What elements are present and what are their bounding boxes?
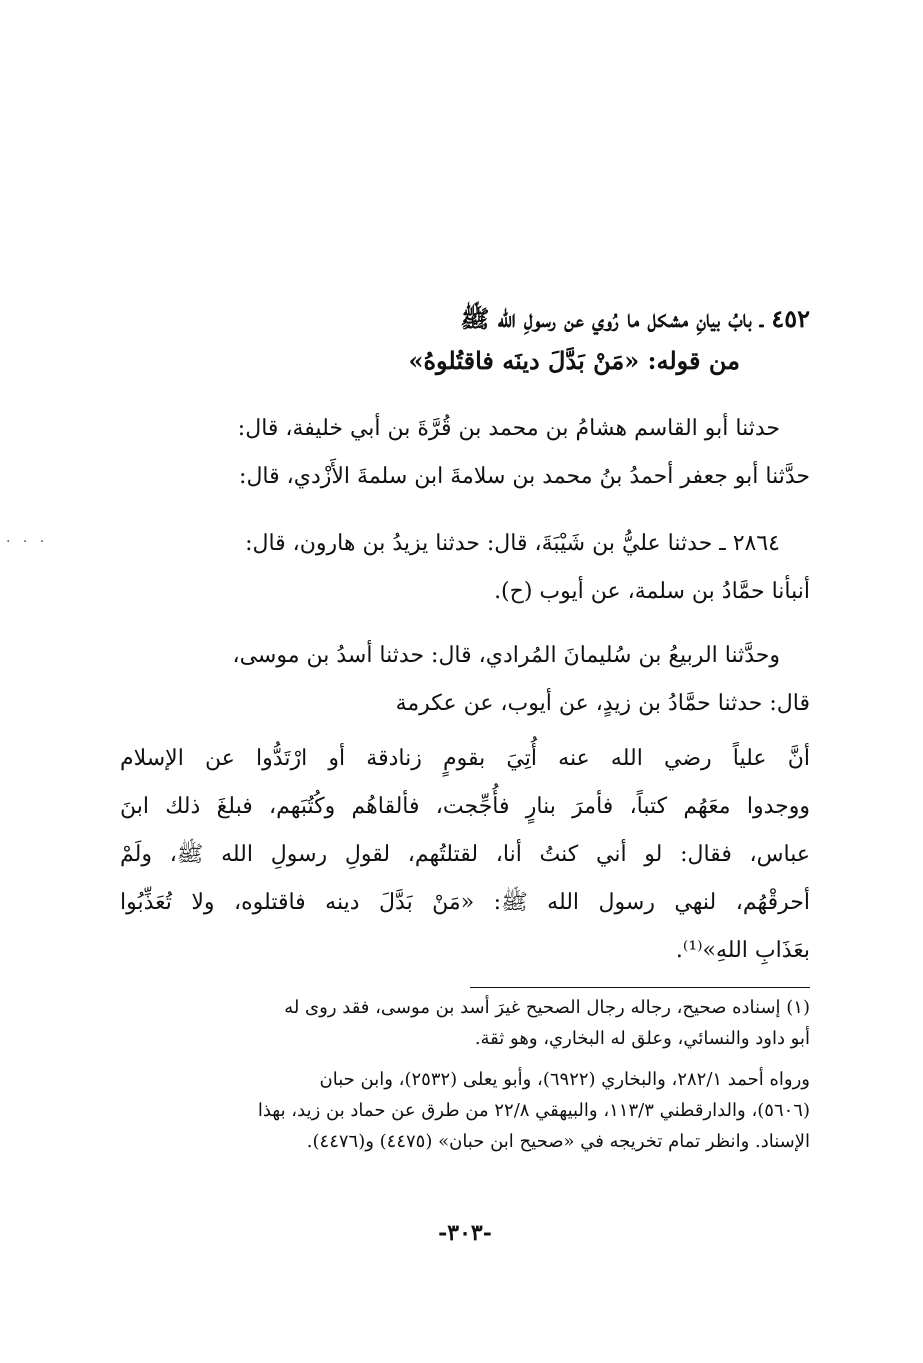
text-line: وحدَّثنا الربيعُ بن سُليمانَ المُرادي، قال: حدثنا أسدُ بن موسى، — [232, 643, 780, 668]
chapter-heading — [120, 298, 810, 382]
text-line: بعَذَابِ اللهِ»⁽¹⁾. — [675, 938, 810, 963]
footnote-line: (٥٦٠٦)، والدارقطني ١١٣/٣، والبيهقي ٢٢/٨ من طرق عن حماد بن زيد، بهذا — [257, 1100, 810, 1121]
text-line: قال: حدثنا حمَّادُ بن زيدٍ، عن أيوب، عن عكرمة — [395, 691, 810, 716]
isnad-introduction — [120, 405, 810, 501]
footnote-line: الإسناد. وانظر تمام تخريجه في «صحيح ابن حبان» (٤٤٧٥) و(٤٤٧٦). — [306, 1131, 810, 1152]
footnote-divider — [470, 987, 810, 988]
chapter-heading-line-1: ٤٥٢ ـ بابُ بيانِ مشكل ما رُوي عن رسولِ الله ﷺ — [460, 304, 810, 333]
hadith-2864-isnad — [120, 520, 810, 616]
text-line: حدَّثنا أبو جعفر أحمدُ بنُ محمد بن سلامةَ ابن سلمةَ الأَزْدي، قال: — [239, 464, 810, 489]
page-number: -٣٠٣- — [438, 1220, 492, 1246]
hadith-text — [120, 735, 810, 975]
second-isnad — [120, 632, 810, 728]
book-page — [120, 0, 810, 1363]
footnote-line: أبو داود والنسائي، وعلق له البخاري، وهو ثقة. — [474, 1028, 810, 1049]
margin-dots: . . . — [6, 530, 49, 546]
text-line: أنبأنا حمَّادُ بن سلمة، عن أيوب (ح). — [494, 579, 810, 604]
text-line: أحرقْهُم، لنهي رسول الله ﷺ: «مَنْ بَدَّلَ دينه فاقتلوه، ولا تُعَذِّبُوا — [120, 890, 810, 915]
footnotes — [120, 992, 810, 1157]
text-line: عباس، فقال: لو أني كنتُ أنا، لقتلتُهم، لقولِ رسولِ الله ﷺ، ولَمْ — [120, 842, 810, 867]
text-line: أنَّ علياً رضي الله عنه أُتِيَ بقومٍ زنادقة أو ارْتَدُّوا عن الإسلام — [120, 746, 810, 771]
text-line: حدثنا أبو القاسم هشامُ بن محمد بن قُرَّةَ بن أبي خليفة، قال: — [237, 416, 780, 441]
text-line: ٢٨٦٤ ـ حدثنا عليُّ بن شَيْبَةَ، قال: حدثنا يزيدُ بن هارون، قال: — [245, 531, 780, 556]
footnote-line: (١) إسناده صحيح، رجاله رجال الصحيح غيرَ أسد بن موسى، فقد روى له — [284, 997, 810, 1018]
footnote-line: ورواه أحمد ٢٨٢/١، والبخاري (٦٩٢٢)، وأبو يعلى (٢٥٣٢)، وابن حبان — [319, 1069, 810, 1090]
text-line: ووجدوا معَهُم كتباً، فأمرَ بنارٍ فأُجِّجت، فألقاهُم وكُتُبَهم، فبلغَ ذلك ابنَ — [120, 794, 810, 819]
chapter-heading-line-2: من قوله: «مَنْ بَدَّلَ دينَه فاقتُلوهُ» — [408, 346, 740, 375]
